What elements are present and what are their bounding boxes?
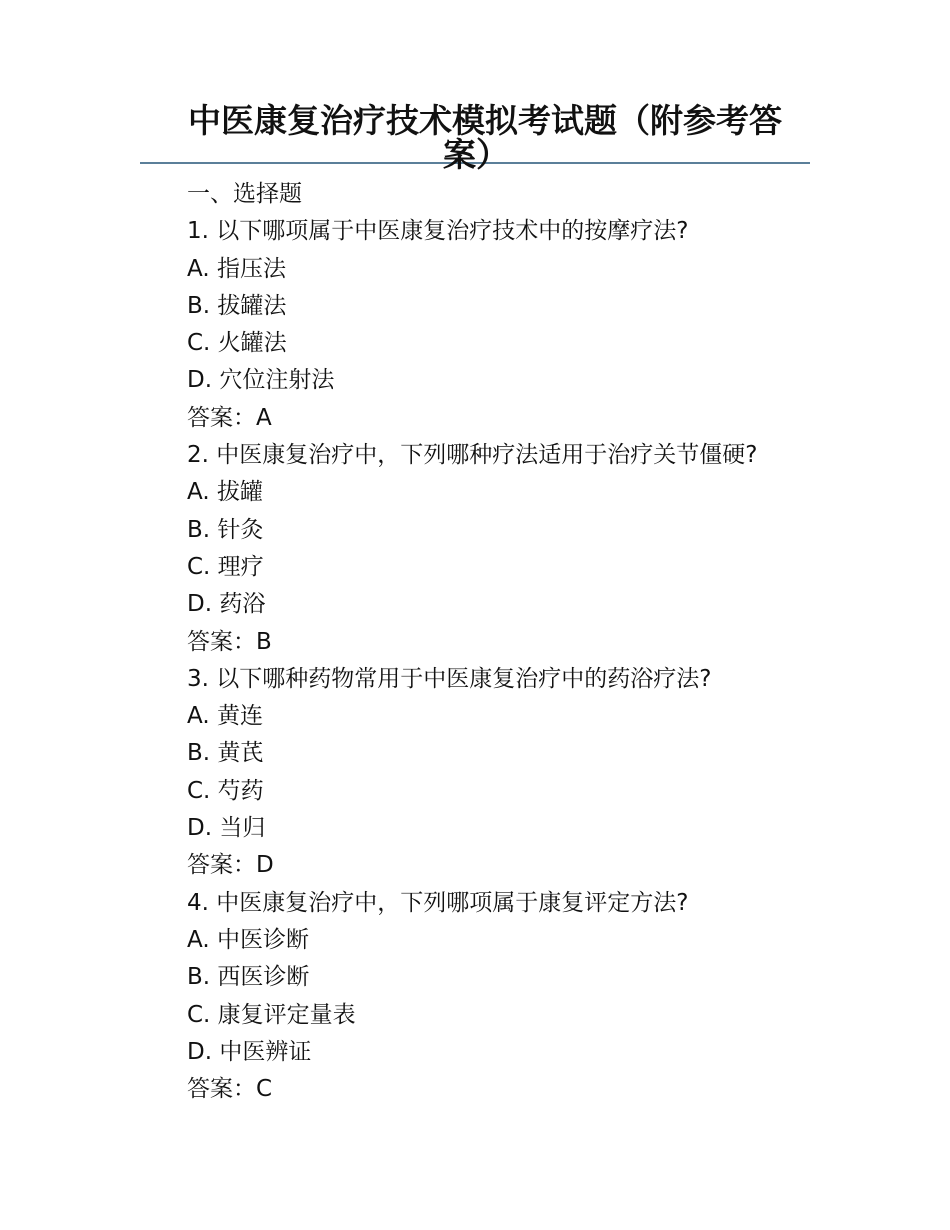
answer-text: 答案：B [187, 628, 272, 655]
option-b: B. 黄芪 [187, 740, 264, 767]
question-text: 2. 中医康复治疗中，下列哪种疗法适用于治疗关节僵硬? [187, 442, 758, 469]
question-block-4 [187, 885, 827, 1109]
option-c: C. 火罐法 [187, 330, 287, 357]
option-b: B. 针灸 [187, 516, 264, 543]
option-a: A. 指压法 [187, 255, 286, 282]
answer-text: 答案：C [187, 1076, 273, 1103]
answer-text: 答案：D [187, 852, 274, 879]
question-block-3 [187, 661, 827, 885]
option-d: D. 中医辨证 [187, 1038, 312, 1065]
page-title-line2: 案） [443, 135, 509, 174]
question-block-1 [187, 213, 827, 437]
option-d: D. 穴位注射法 [187, 367, 335, 394]
option-d: D. 药浴 [187, 591, 266, 618]
option-c: C. 芍药 [187, 777, 264, 804]
question-text: 3. 以下哪种药物常用于中医康复治疗中的药浴疗法? [187, 665, 712, 692]
question-text: 4. 中医康复治疗中，下列哪项属于康复评定方法? [187, 889, 689, 916]
section-heading: 一、选择题 [187, 181, 302, 207]
document-body [187, 176, 827, 1108]
option-a: A. 拔罐 [187, 479, 263, 506]
option-c: C. 理疗 [187, 553, 264, 580]
option-b: B. 拔罐法 [187, 292, 287, 319]
page-title [188, 101, 828, 174]
option-c: C. 康复评定量表 [187, 1001, 356, 1028]
option-a: A. 中医诊断 [187, 926, 309, 953]
answer-text: 答案：A [187, 404, 272, 431]
question-block-2 [187, 437, 827, 661]
option-d: D. 当归 [187, 815, 266, 842]
option-b: B. 西医诊断 [187, 964, 310, 991]
page-title-line1: 中医康复治疗技术模拟考试题（附参考答 [188, 101, 782, 140]
question-text: 1. 以下哪项属于中医康复治疗技术中的按摩疗法? [187, 218, 689, 245]
option-a: A. 黄连 [187, 703, 263, 730]
title-block [140, 100, 810, 174]
